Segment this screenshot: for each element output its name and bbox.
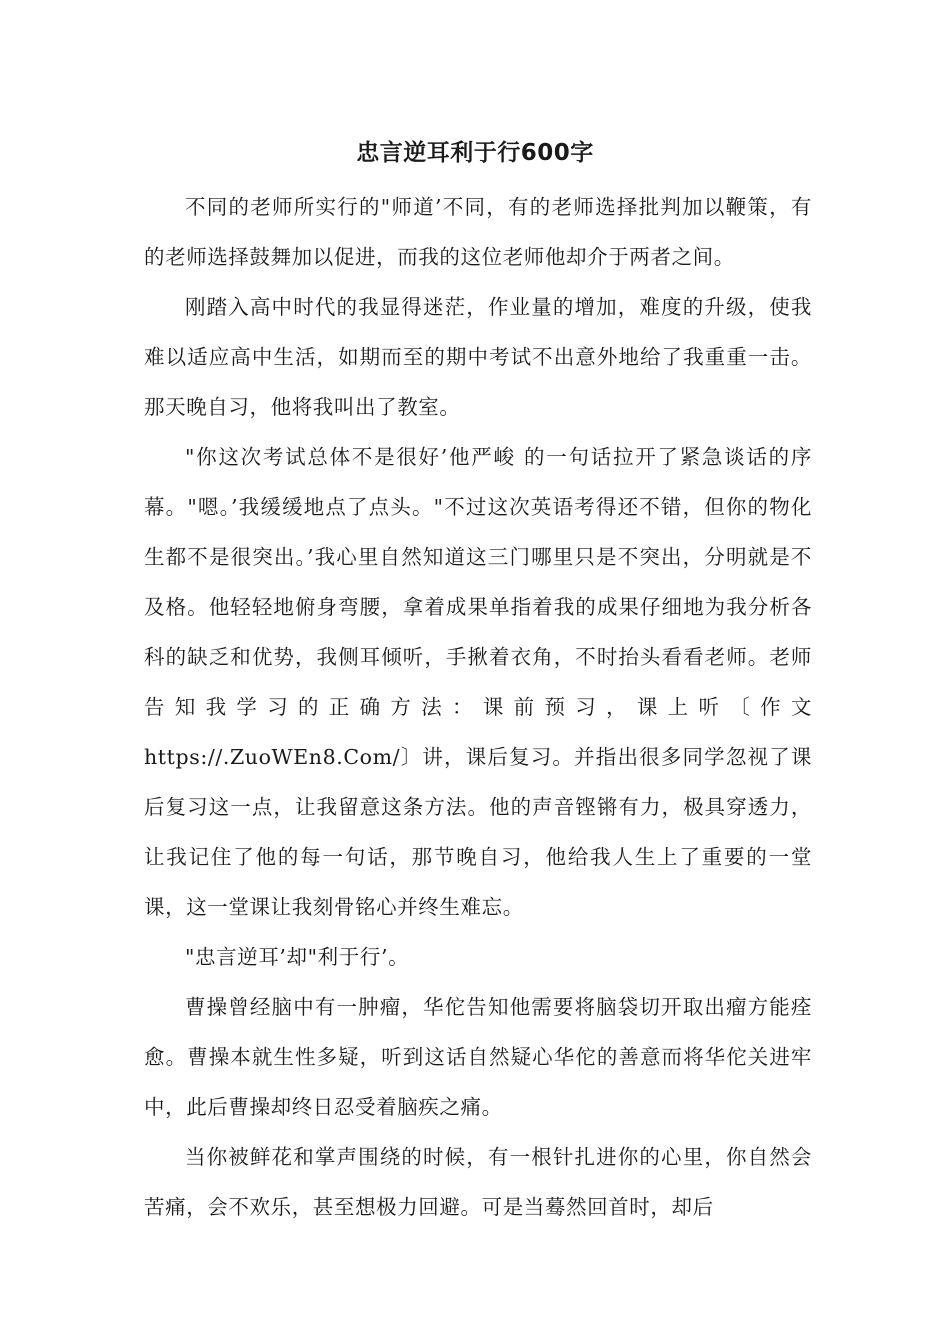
paragraph-3: "你这次考试总体不是很好’他严峻 的一句话拉开了紧急谈话的序幕。"嗯。’我缓缓地点了点头。"不过这次英语考得还不错，但你的物化生都不是很突出。’我心里自然知道这三门哪里只是不突出，分明就是不及格。他轻轻地俯身弯腰，拿着成果单指着我的成果仔细地为我分析各科的缺乏和优势，我侧耳倾听，手揪着衣角，不时抬头看看老师。老师告知我学习的正确方法：课前预习，课上听〔作文https://.ZuoWEn8.Com/〕讲，课后复习。并指出很多同学忽视了课后复习这一点，让我留意这条方法。他的声音铿锵有力，极具穿透力，让我记住了他的每一句话，那节晚自习，他给我人生上了重要的一堂课，这一堂课让我刻骨铭心并终生难忘。 (144, 445, 812, 919)
document-body (144, 182, 812, 1232)
paragraph-2: 刚踏入高中时代的我显得迷茫，作业量的增加，难度的升级，使我难以适应高中生活，如期而至的期中考试不出意外地给了我重重一击。那天晚自习，他将我叫出了教室。 (144, 295, 812, 419)
paragraph-4: "忠言逆耳’却"利于行’。 (185, 945, 410, 969)
document-title: 忠言逆耳利于行600字 (356, 140, 594, 166)
paragraph-5: 曹操曾经脑中有一肿瘤，华佗告知他需要将脑袋切开取出瘤方能痊愈。曹操本就生性多疑，听到这话自然疑心华佗的善意而将华佗关进牢中，此后曹操却终日忍受着脑疾之痛。 (144, 995, 812, 1119)
paragraph-6: 当你被鲜花和掌声围绕的时候，有一根针扎进你的心里，你自然会苦痛，会不欢乐，甚至想极力回避。可是当蓦然回首时，却后 (144, 1145, 812, 1219)
paragraph-1: 不同的老师所实行的"师道’不同，有的老师选择批判加以鞭策，有的老师选择鼓舞加以促进，而我的这位老师他却介于两者之间。 (144, 195, 812, 269)
